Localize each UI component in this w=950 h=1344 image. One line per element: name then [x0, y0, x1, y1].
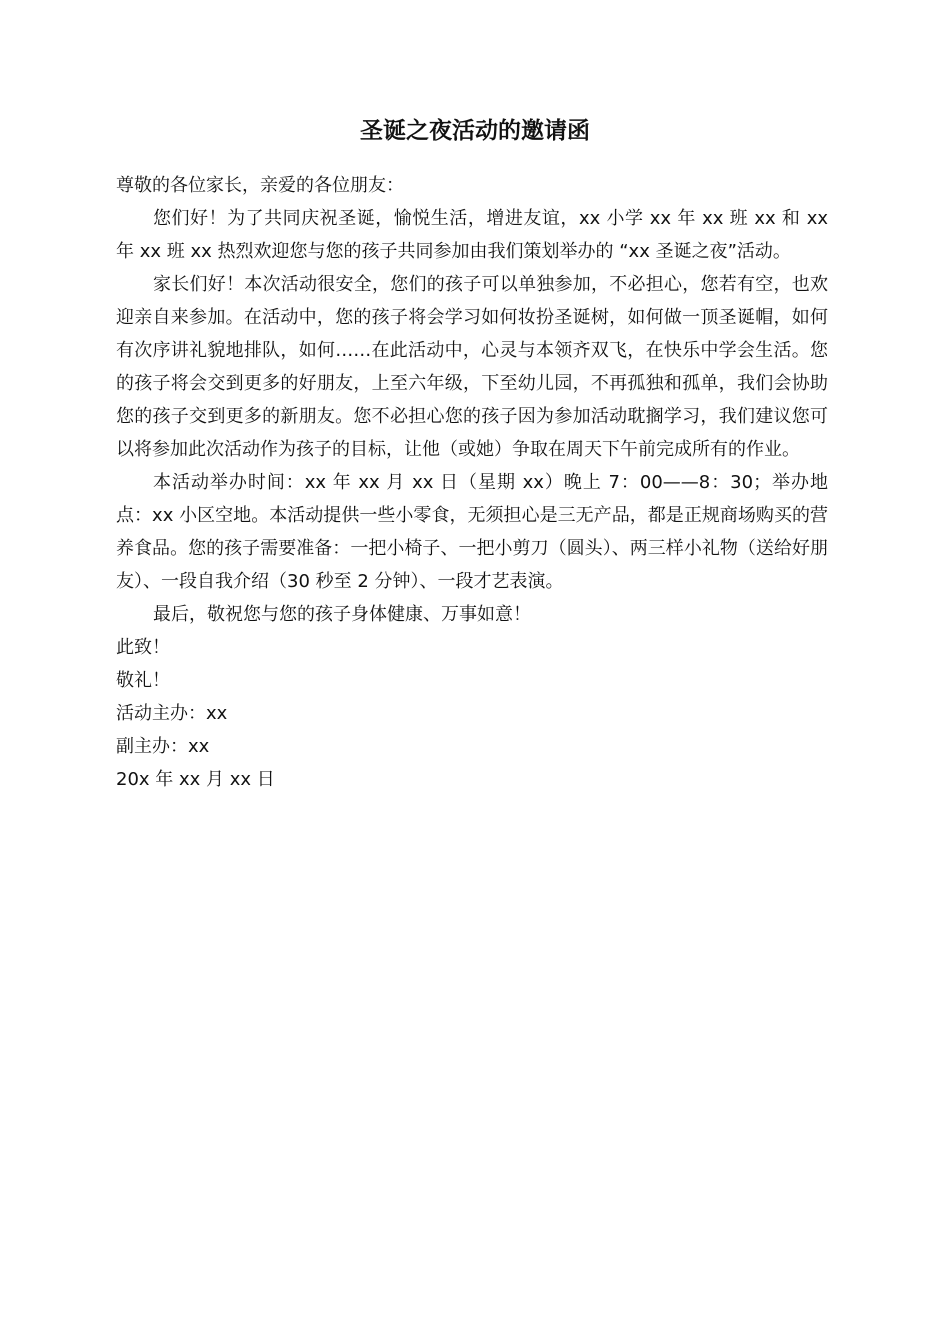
paragraph-wishes: 最后，敬祝您与您的孩子身体健康、万事如意！: [153, 604, 531, 625]
paragraph-greeting: 您们好！为了共同庆祝圣诞，愉悦生活，增进友谊，xx 小学 xx 年 xx 班 xx 和 xx 年 xx 班 xx 热烈欢迎您与您的孩子共同参加由我们策划举办的 “xx 圣诞之夜”活动。: [116, 208, 828, 262]
co-organizer-line: 副主办：xx: [116, 736, 210, 757]
salutation: 尊敬的各位家长，亲爱的各位朋友：: [116, 175, 404, 196]
closing-line-2: 敬礼！: [116, 670, 170, 691]
closing-line-1: 此致！: [116, 637, 170, 658]
paragraph-time-and-place: 本活动举办时间：xx 年 xx 月 xx 日（星期 xx）晚上 7：00——8：30；举办地点：xx 小区空地。本活动提供一些小零食，无须担心是三无产品，都是正规商场购买的营养食品。您的孩子需要准备：一把小椅子、一把小剪刀（圆头）、两三样小礼物（送给好朋友）、一段自我介绍（30 秒至 2 分钟）、一段才艺表演。: [116, 472, 828, 592]
letter-body: [116, 169, 828, 796]
document-title: 圣诞之夜活动的邀请函: [360, 118, 590, 144]
paragraph-activity-description: 家长们好！本次活动很安全，您们的孩子可以单独参加，不必担心，您若有空，也欢迎亲自来参加。在活动中，您的孩子将会学习如何妆扮圣诞树，如何做一顶圣诞帽，如何有次序讲礼貌地排队，如何……在此活动中，心灵与本领齐双飞，在快乐中学会生活。您的孩子将会交到更多的好朋友，上至六年级，下至幼儿园，不再孤独和孤单，我们会协助您的孩子交到更多的新朋友。您不必担心您的孩子因为参加活动耽搁学习，我们建议您可以将参加此次活动作为孩子的目标，让他（或她）争取在周天下午前完成所有的作业。: [116, 274, 828, 460]
date-line: 20x 年 xx 月 xx 日: [116, 769, 275, 790]
organizer-line: 活动主办：xx: [116, 703, 228, 724]
